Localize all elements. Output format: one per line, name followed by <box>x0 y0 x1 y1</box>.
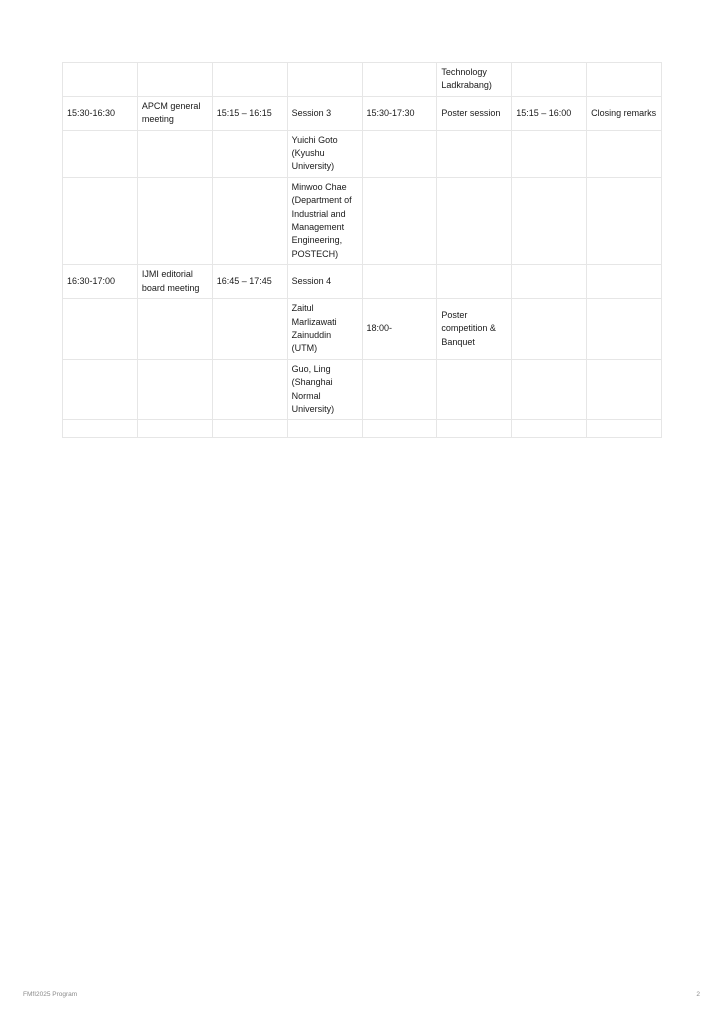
table-cell <box>587 63 662 97</box>
table-cell: 18:00- <box>362 299 437 360</box>
table-row <box>63 130 662 177</box>
table-cell <box>63 63 138 97</box>
table-cell <box>362 130 437 177</box>
table-cell <box>137 299 212 360</box>
table-cell: Guo, Ling (Shanghai Normal University) <box>287 359 362 420</box>
table-cell <box>512 177 587 264</box>
table-cell: 15:15 – 16:00 <box>512 96 587 130</box>
table-cell: Session 3 <box>287 96 362 130</box>
table-cell <box>587 420 662 438</box>
table-cell <box>63 420 138 438</box>
table-cell <box>512 63 587 97</box>
table-cell <box>437 420 512 438</box>
table-cell <box>212 63 287 97</box>
table-cell <box>512 265 587 299</box>
table-cell: Zaitul Marlizawati Zainuddin (UTM) <box>287 299 362 360</box>
table-cell <box>587 299 662 360</box>
table-cell <box>587 359 662 420</box>
table-row <box>63 359 662 420</box>
table-cell: 15:30-16:30 <box>63 96 138 130</box>
table-cell <box>63 177 138 264</box>
table-cell <box>587 130 662 177</box>
table-cell <box>512 299 587 360</box>
table-cell <box>212 130 287 177</box>
table-cell: 15:15 – 16:15 <box>212 96 287 130</box>
footer-document-title: FMfI2025 Program <box>23 991 78 998</box>
table-row <box>63 96 662 130</box>
table-cell: 15:30-17:30 <box>362 96 437 130</box>
table-row <box>63 177 662 264</box>
table-cell <box>137 420 212 438</box>
table-cell: Minwoo Chae (Department of Industrial and Management Engineering, POSTECH) <box>287 177 362 264</box>
table-cell <box>212 299 287 360</box>
table-cell <box>287 420 362 438</box>
table-cell <box>437 265 512 299</box>
footer-page-number: 2 <box>696 991 700 998</box>
table-cell <box>512 420 587 438</box>
table-cell <box>212 177 287 264</box>
table-cell: APCM general meeting <box>137 96 212 130</box>
table-cell <box>437 359 512 420</box>
table-cell <box>362 177 437 264</box>
table-cell <box>362 420 437 438</box>
table-cell <box>587 265 662 299</box>
table-cell: Technology Ladkrabang) <box>437 63 512 97</box>
table-cell <box>137 177 212 264</box>
table-cell: IJMI editorial board meeting <box>137 265 212 299</box>
table-cell: Closing remarks <box>587 96 662 130</box>
table-cell <box>512 359 587 420</box>
table-cell <box>212 420 287 438</box>
table-cell: 16:30-17:00 <box>63 265 138 299</box>
table-row <box>63 299 662 360</box>
table-cell <box>287 63 362 97</box>
table-cell <box>587 177 662 264</box>
table-cell: 16:45 – 17:45 <box>212 265 287 299</box>
table-cell <box>137 359 212 420</box>
table-cell: Poster session <box>437 96 512 130</box>
table-row <box>63 265 662 299</box>
table-cell <box>362 359 437 420</box>
table-cell <box>437 177 512 264</box>
table-cell <box>512 130 587 177</box>
table-cell <box>63 359 138 420</box>
table-cell <box>362 265 437 299</box>
table-row <box>63 63 662 97</box>
table-cell <box>137 130 212 177</box>
table-cell: Yuichi Goto (Kyushu University) <box>287 130 362 177</box>
schedule-table <box>62 62 662 438</box>
table-cell <box>362 63 437 97</box>
table-row <box>63 420 662 438</box>
table-cell: Poster competition & Banquet <box>437 299 512 360</box>
table-cell <box>63 299 138 360</box>
table-cell <box>137 63 212 97</box>
table-cell <box>437 130 512 177</box>
table-cell <box>212 359 287 420</box>
table-cell <box>63 130 138 177</box>
table-cell: Session 4 <box>287 265 362 299</box>
